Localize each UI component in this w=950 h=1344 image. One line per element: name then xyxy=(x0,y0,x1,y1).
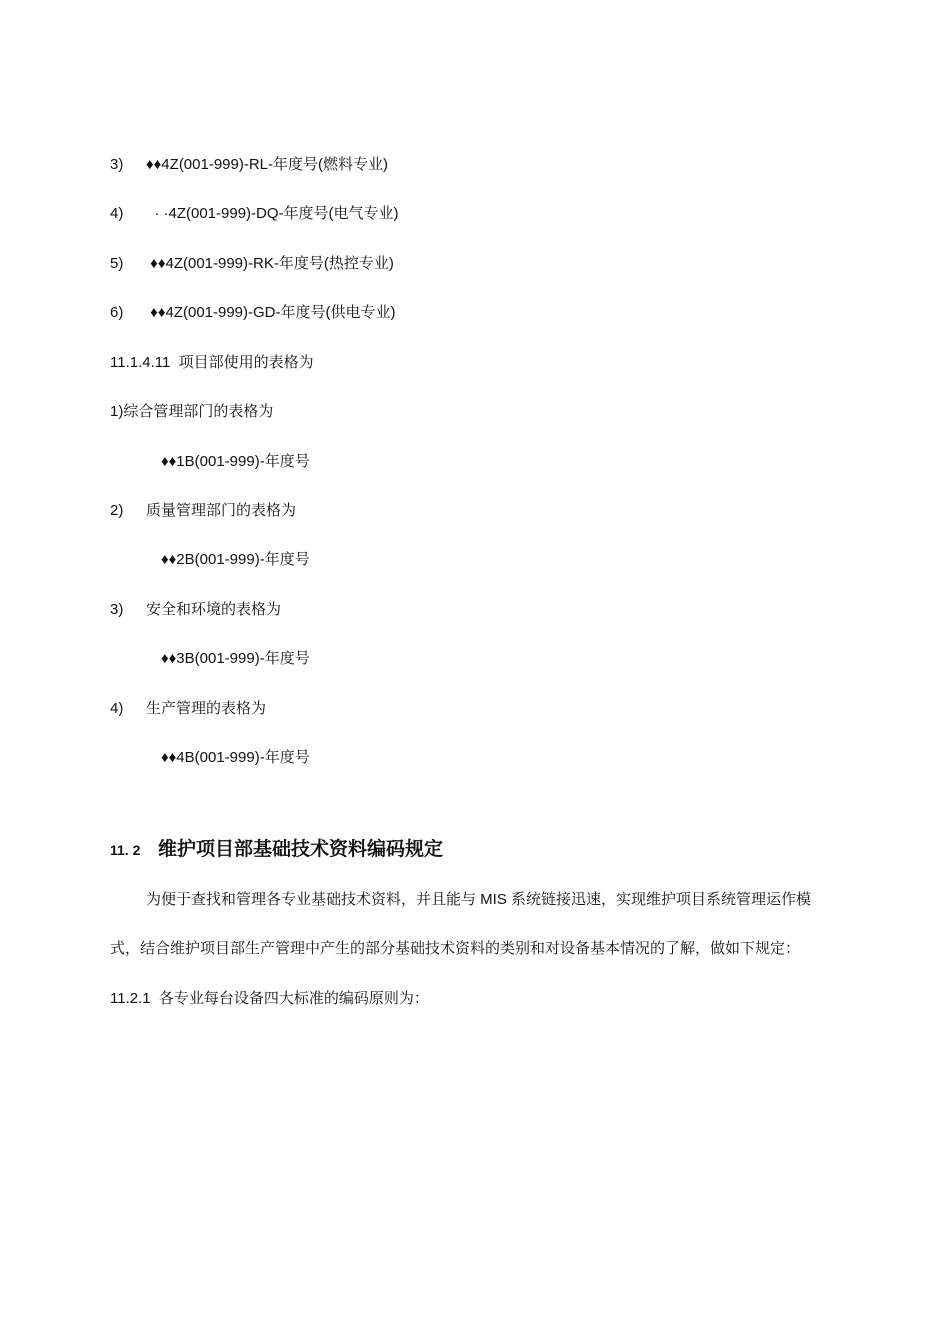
form-code: ♦♦4B(001-999)-年度号 xyxy=(161,749,310,766)
form-item-label xyxy=(110,600,281,620)
list-item xyxy=(110,254,394,274)
list-text: · ·4Z(001-999)-DQ-年度号(电气专业) xyxy=(146,205,399,222)
form-item-label xyxy=(110,402,273,422)
list-item xyxy=(110,303,396,323)
section-title: 11.1.4.11 项目部使用的表格为 xyxy=(110,354,314,371)
paragraph-line: 式，结合维护项目部生产管理中产生的部分基础技术资料的类别和对设备基本情况的了解，做如下规定： xyxy=(110,940,801,957)
list-text: ♦♦4Z(001-999)-GD-年度号(供电专业) xyxy=(146,304,396,321)
form-code: ♦♦2B(001-999)-年度号 xyxy=(161,551,310,568)
form-item-label xyxy=(110,501,296,521)
list-text: 生产管理的表格为 xyxy=(146,700,267,717)
list-text: 安全和环境的表格为 xyxy=(146,601,282,618)
form-item-label xyxy=(110,699,266,719)
list-number: 5) xyxy=(110,255,124,272)
paragraph-line: 为便于查找和管理各专业基础技术资料，并且能与 MIS 系统链接迅速，实现维护项目系统管理运作模 xyxy=(146,891,812,908)
list-number: 4) xyxy=(110,205,124,222)
list-item xyxy=(110,204,399,224)
list-text: 综合管理部门的表格为 xyxy=(123,403,274,420)
form-code: ♦♦3B(001-999)-年度号 xyxy=(161,650,310,667)
list-number: 4) xyxy=(110,700,124,717)
list-text: ♦♦4Z(001-999)-RL-年度号(燃料专业) xyxy=(146,156,389,173)
list-number: 6) xyxy=(110,304,124,321)
list-number: 3) xyxy=(110,601,124,618)
list-item xyxy=(110,155,388,175)
list-number: 3) xyxy=(110,156,124,173)
heading-number: 11. 2 xyxy=(110,842,141,858)
form-code: ♦♦1B(001-999)-年度号 xyxy=(161,453,310,470)
list-text: ♦♦4Z(001-999)-RK-年度号(热控专业) xyxy=(146,255,394,272)
list-number: 2) xyxy=(110,502,124,519)
section-heading xyxy=(110,838,443,862)
list-number: 1) xyxy=(110,403,124,420)
heading-title: 维护项目部基础技术资料编码规定 xyxy=(158,839,444,860)
list-text: 质量管理部门的表格为 xyxy=(146,502,297,519)
section-title: 11.2.1 各专业每台设备四大标准的编码原则为： xyxy=(110,990,429,1007)
